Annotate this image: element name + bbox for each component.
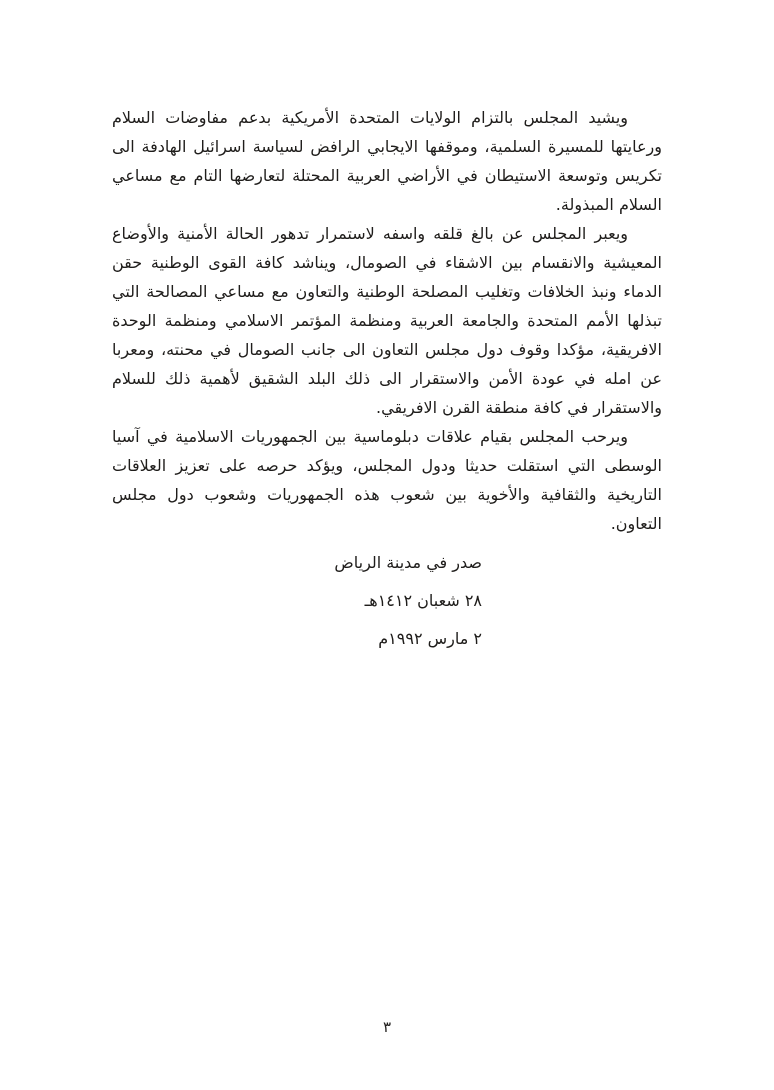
paragraph-central-asia-republics: ويرحب المجلس بقيام علاقات دبلوماسية بين الجمهوريات الاسلامية في آسيا الوسطى التي استقلت حديثا ودول المجلس، ويؤكد حرصه على تعزيز العلاقات التاريخية والثقافية والأخوية بين شعوب هذه الجمهوريات وشعوب دول مجلس التعاون.	[112, 427, 662, 533]
body-text	[112, 103, 662, 658]
paragraph-us-peace-support: ويشيد المجلس بالتزام الولايات المتحدة الأمريكية بدعم مفاوضات السلام ورعايتها للمسيرة السلمية، وموقفها الايجابي الرافض لسياسة اسرائيل الهادفة الى تكريس وتوسعة الاستيطان في الأراضي العربية المحتلة لتعارضها التام مع مساعي السلام المبذولة.	[112, 108, 662, 214]
paragraph-somalia-situation: ويعبر المجلس عن بالغ قلقه واسفه لاستمرار تدهور الحالة الأمنية والأوضاع المعيشية والانقسام بين الاشقاء في الصومال، ويناشد كافة القوى الوطنية حقن الدماء ونبذ الخلافات وتغليب المصلحة الوطنية والتعاون مع مساعي المصالحة التي تبذلها الأمم المتحدة والجامعة العربية ومنظمة المؤتمر الاسلامي ومنظمة الوحدة الافريقية، مؤكدا وقوف دول مجلس التعاون الى جانب الصومال في محنته، ومعربا عن امله في عودة الأمن والاستقرار الى ذلك البلد الشقيق لأهمية ذلك للسلام والاستقرار في كافة منطقة القرن الافريقي.	[112, 224, 662, 417]
issued-date-gregorian: ٢ مارس ١٩٩٢م	[378, 629, 482, 648]
page-number: ٣	[382, 1018, 392, 1036]
issuance-block	[112, 544, 662, 658]
issued-place: صدر في مدينة الرياض	[334, 553, 482, 572]
issued-date-hijri: ٢٨ شعبان ١٤١٢هـ	[364, 591, 482, 610]
